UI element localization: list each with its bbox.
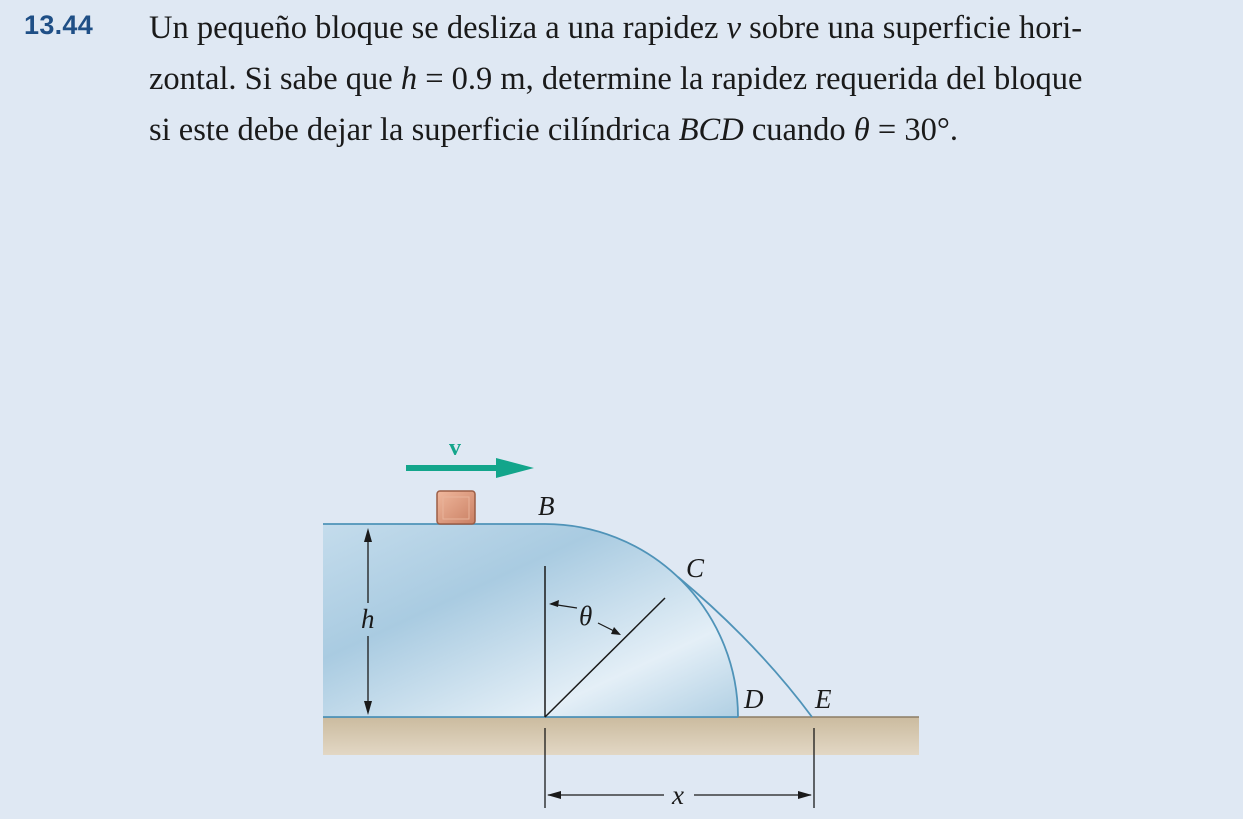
label-e: E <box>815 684 832 714</box>
label-x: x <box>672 780 684 810</box>
ground <box>323 717 919 755</box>
var-bcd: BCD <box>678 112 744 148</box>
text-fragment: = 0.9 m, determine la rapidez requerida del bloque <box>417 61 1083 97</box>
text-fragment: si este debe dejar la superficie cilíndrica <box>149 112 679 148</box>
velocity-label: v <box>449 435 461 461</box>
text-fragment: = 30°. <box>869 112 958 148</box>
x-arrowhead-left <box>547 791 561 799</box>
problem-number: 13.44 <box>24 10 94 40</box>
label-b: B <box>538 491 555 521</box>
var-h: h <box>400 61 418 97</box>
var-theta: θ <box>853 112 870 148</box>
cylindrical-surface <box>323 524 738 717</box>
text-fragment: Un pequeño bloque se desliza a una rapidez <box>149 10 727 46</box>
label-d: D <box>744 684 764 714</box>
x-arrowhead-right <box>798 791 812 799</box>
label-h: h <box>361 604 375 634</box>
text-fragment: sobre una superficie hori- <box>741 10 1083 46</box>
theta-label: θ <box>579 601 593 631</box>
var-v: v <box>726 10 741 46</box>
text-fragment: zontal. Si sabe que <box>149 61 401 97</box>
text-fragment: cuando <box>743 112 854 148</box>
velocity-arrowhead <box>496 458 534 478</box>
label-c: C <box>686 553 705 583</box>
